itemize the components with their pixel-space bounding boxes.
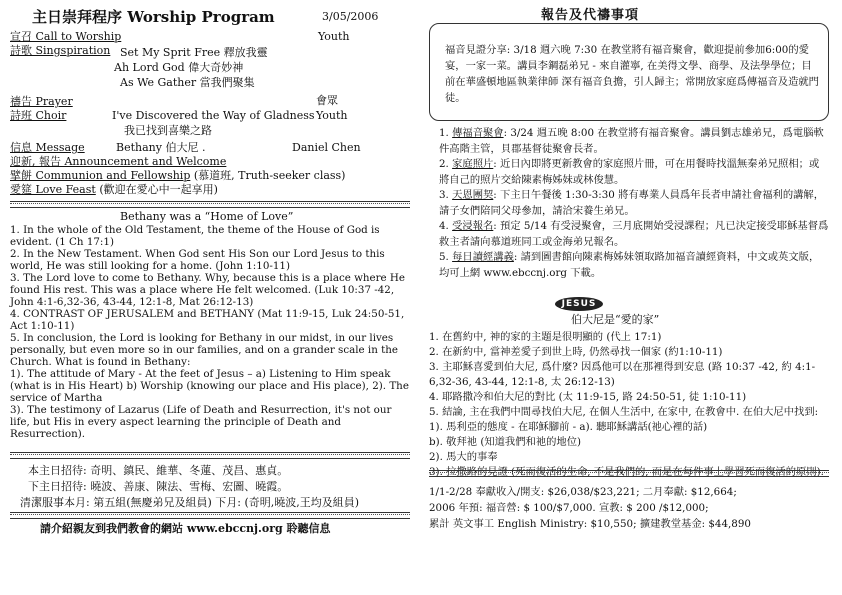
divider [429, 470, 829, 477]
finance-line: 累計 英文事工 English Ministry: $10,550; 擴建教堂基金: $44,890 [429, 518, 751, 530]
hosts-this-week: 本主日招待: 奇明、鎮民、維華、冬蓮、茂昌、惠貞。 [28, 464, 289, 477]
sermon-point: 1). The attitude of Mary - At the feet of Jesus – a) Listening to Him speak (what is in His Heart) b) Worship (knowing our place and His place), 2). The service of Martha [10, 368, 409, 404]
order-prayer: 禱告 Prayer [10, 95, 73, 108]
sermon-heading: Bethany was a “Home of Love” [120, 210, 294, 223]
cleaning-schedule: 清潔服事本月: 第五組(無慶弟兄及組員) 下月: (奇明,曉波,王均及組員) [20, 496, 360, 509]
order-choir-leader: Youth [316, 109, 348, 122]
song-3: As We Gather 當我們聚集 [120, 76, 255, 89]
announcement-item: 2. 家庭照片: 近日內即將更新教會的家庭照片冊，可在用餐時找溫無秦弟兄照相；或將自己的照片交給陳素梅姊妹或林俊慧。 [439, 158, 820, 186]
zh-sermon-outline [429, 330, 829, 480]
zh-sermon-point: 2. 在新約中, 當神差愛子到世上時, 仍然尋找一個家 (約1:10-11) [429, 346, 723, 358]
zh-sermon-point: 3). 拉撒路的見證 (死而復活的生命, 不是我們的, 而是在每件事上學習死而復活的原則). [429, 466, 824, 478]
sermon-point: 1. In the whole of the Old Testament, the theme of the House of God is evident. (1 Ch 17:1) [10, 224, 380, 248]
choir-song-zh: 我已找到喜樂之路 [124, 124, 212, 137]
order-choir: 詩班 Choir [10, 109, 67, 122]
jesus-badge-icon: JESUS [555, 297, 603, 311]
zh-sermon-point: 2). 馬大的事奉 [429, 451, 498, 463]
zh-sermon-heading: 伯大尼是“愛的家” [571, 313, 660, 326]
divider [10, 201, 410, 208]
order-singspiration: 詩歌 Singspiration [10, 44, 111, 57]
sermon-point: 2. In the New Testament. When God sent His Son our Lord Jesus to this world, He was still looking for a home. (John 1:10-11) [10, 248, 385, 272]
order-communion: 擘餅 Communion and Fellowship (慕道班, Truth-seeker class) [10, 169, 346, 182]
zh-sermon-point: 3. 主耶穌喜愛到伯大尼, 爲什麼? 因爲他可以在那裡得到安息 (路 10:37 -42, 約 4:1-6,32-36, 43-44, 12:1-8, 太 26:12-13) [429, 361, 816, 388]
program-date: 3/05/2006 [322, 10, 379, 23]
order-call-leader: Youth [318, 30, 350, 43]
zh-sermon-point: 5. 結論, 主在我們中間尋找伯大尼, 在個人生活中, 在家中, 在教會中. 在伯大尼中找到: [429, 406, 819, 418]
zh-sermon-point: 1. 在舊約中, 神的家的主題是很明顯的 (代上 17:1) [429, 331, 662, 343]
order-prayer-leader: 會眾 [316, 94, 338, 107]
announcement-item: 4. 受浸報名: 預定 5/14 有受浸聚會，三月底開始受浸課程；凡已決定接受耶穌基督爲救主者請向慕道班同工或金海弟兄報名。 [439, 220, 829, 248]
right-page [421, 0, 842, 595]
sermon-point: 3. The Lord love to come to Bethany. Why, because this is a place where He found His rest. This was a place where He felt welcomed. (Luk 10:37 -42, John 4:1-6,32-36, 43-44, 12:1-8, Mat 26:12-13) [10, 272, 406, 308]
program-title: 主日崇拜程序 Worship Program [32, 8, 275, 26]
announcement-item: 3. 天恩團契: 下主日午餐後 1:30-3:30 將有專業人員爲年長者申請社會福利的講解，請子女們陪同父母參加，請洽宋養生弟兄。 [439, 189, 825, 217]
message-speaker: Daniel Chen [292, 141, 361, 154]
gospel-testimony-text: 福音見證分享: 3/18 週六晚 7:30 在教堂將有福音聚會，歡迎提前參加6:00的愛宴，一家一菜。講員李鋼磊弟兄 - 來自灌寧, 在美得文學、商學、及法學學位；目前在華盛頓地區執業律師 深有福音負擔，引人歸主；常開放家庭爲傳福音及造就門徒。 [445, 44, 819, 104]
order-call-to-worship: 宣召 Call to Worship [10, 30, 122, 43]
hosts-next-week: 下主日招待: 曉波、善康、陳法、雪梅、宏圖、曉霞。 [28, 480, 289, 493]
zh-sermon-point: b). 敬拜祂 (知道我們和祂的地位) [429, 436, 582, 448]
zh-sermon-point: 1). 馬利亞的態度 - 在耶穌腳前 - a). 聽耶穌講話(祂心裡的話) [429, 421, 708, 433]
finance-line: 1/1-2/28 奉獻收入/開支: $26,038/$23,221; 二月奉獻: $12,664; [429, 486, 737, 498]
sermon-outline [10, 224, 412, 440]
order-love-feast: 愛筵 Love Feast (歡迎在愛心中一起享用) [10, 183, 218, 196]
zh-sermon-point: 4. 耶路撒冷和伯大尼的對比 (太 11:9-15, 路 24:50-51, 徒 1:10-11) [429, 391, 747, 403]
finance-line: 2006 年預: 福音營: $ 100/$7,000. 宣教: $ 200 /$12,000; [429, 502, 709, 514]
sermon-point: 4. CONTRAST OF JERUSALEM and BETHANY (Mat 11:9-15, Luk 24:50-51, Act 1:10-11) [10, 308, 405, 332]
message-title: Bethany 伯大尼 . [116, 141, 206, 154]
choir-song-en: I've Discovered the Way of Gladness [112, 109, 315, 122]
announcements-title: 報告及代禱事項 [541, 8, 640, 23]
announcement-list [439, 126, 829, 281]
announcement-item: 5. 每日讀經講義: 請到圖書館向陳素梅姊妹領取路加福音讀經資料，中文或英文版，均可上網 www.ebccnj.org 下載。 [439, 251, 820, 279]
song-2: Ah Lord God 偉大奇妙神 [114, 61, 244, 74]
order-message: 信息 Message [10, 141, 85, 154]
order-announcement: 迎新, 報告 Announcement and Welcome [10, 155, 227, 168]
sermon-point: 3). The testimony of Lazarus (Life of Death and Resurrection, it's not our life, but His in every aspect learning the principle of Death and Resurrection). [10, 404, 392, 440]
sermon-point: 5. In conclusion, the Lord is looking for Bethany in our midst, in our lives personally, but even more so in our families, and on a grander scale in the Church. What is found in Bethany: [10, 332, 398, 368]
divider [10, 452, 410, 459]
website-footer: 請介紹親友到我們教會的網站 www.ebccnj.org 聆聽信息 [40, 522, 331, 535]
divider [10, 512, 410, 519]
announcement-item: 1. 傳福音聚會: 3/24 週五晚 8:00 在教堂將有福音聚會。講員劉志雄弟兄，爲電腦軟件高階主管，貝郡基督徒聚會長者。 [439, 127, 824, 155]
song-1: Set My Sprit Free 釋放我靈 [120, 46, 268, 59]
